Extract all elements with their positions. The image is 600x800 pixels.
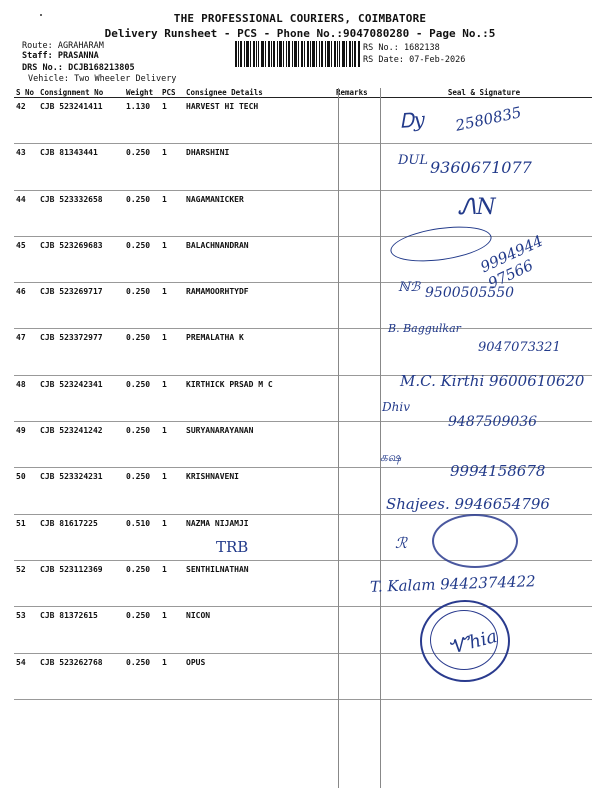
- cell-weight: 0.250: [124, 283, 160, 329]
- col-pcs: PCS: [160, 88, 184, 98]
- cell-sno: 42: [14, 98, 38, 144]
- cell-remarks: [334, 560, 376, 606]
- cell-consignee: SURYANARAYANAN: [184, 422, 334, 468]
- cell-remarks: [334, 514, 376, 560]
- cell-signature: [376, 607, 592, 653]
- company-title: THE PROFESSIONAL COURIERS, COIMBATORE: [173, 12, 427, 25]
- cell-remarks: [334, 144, 376, 190]
- cell-sno: 51: [14, 514, 38, 560]
- col-consignment: Consignment No: [38, 88, 124, 98]
- rs-no-value: 1682138: [403, 43, 440, 53]
- table-row: [14, 607, 592, 653]
- drs-label: DRS No.:: [22, 63, 63, 73]
- vehicle-label: Vehicle:: [28, 74, 69, 84]
- cell-signature: [376, 468, 592, 514]
- cell-consignee: NAZMA NIJAMJI: [184, 514, 334, 560]
- signature-row52: ℛ: [395, 534, 407, 552]
- runsheet-table: [14, 88, 592, 700]
- cell-consignee: KIRTHICK PRSAD M C: [184, 375, 334, 421]
- col-consignee: Consignee Details: [184, 88, 334, 98]
- table-row: [14, 468, 592, 514]
- cell-consignment: CJB 523242341: [38, 375, 124, 421]
- cell-consignee: NICON: [184, 607, 334, 653]
- cell-sno: 48: [14, 375, 38, 421]
- rs-date-label: RS Date:: [363, 55, 404, 65]
- rs-no-label: RS No.:: [363, 43, 399, 53]
- signature-row46: ℕℬ: [398, 280, 421, 295]
- handwriting-row48: M.C. Kirthi 9600610620: [400, 372, 585, 390]
- handwriting-row51: Shajees. 9946654796: [386, 495, 550, 513]
- cell-consignment: CJB 523324231: [38, 468, 124, 514]
- cell-pcs: 1: [160, 422, 184, 468]
- table-row: [14, 375, 592, 421]
- cell-remarks: [334, 468, 376, 514]
- cell-consignment: CJB 81343441: [38, 144, 124, 190]
- cell-sno: 53: [14, 607, 38, 653]
- col-remarks: Remarks: [334, 88, 376, 98]
- cell-weight: 0.250: [124, 422, 160, 468]
- cell-weight: 0.250: [124, 607, 160, 653]
- cell-consignee: NAGAMANICKER: [184, 190, 334, 236]
- cell-consignment: CJB 523332658: [38, 190, 124, 236]
- table-row: [14, 236, 592, 282]
- handwriting-row49: 9487509036: [448, 414, 538, 430]
- rs-date-value: 07-Feb-2026: [409, 55, 466, 65]
- cell-signature: [376, 144, 592, 190]
- cell-weight: 0.250: [124, 236, 160, 282]
- cell-sno: 44: [14, 190, 38, 236]
- cell-consignee: PREMALATHA K: [184, 329, 334, 375]
- cell-pcs: 1: [160, 283, 184, 329]
- cell-sno: 50: [14, 468, 38, 514]
- vehicle-line: [28, 74, 176, 84]
- cell-weight: 1.130: [124, 98, 160, 144]
- cell-remarks: [334, 375, 376, 421]
- cell-weight: 0.250: [124, 653, 160, 699]
- col-weight: Weight: [124, 88, 160, 98]
- handwriting-row53: T. Kalam 9442374422: [369, 572, 536, 596]
- handwriting-row43-phone: 9360671077: [430, 158, 532, 177]
- table-row: [14, 283, 592, 329]
- handwriting-row46: 9500505550: [425, 285, 515, 301]
- route-line: [22, 41, 104, 51]
- cell-remarks: [334, 422, 376, 468]
- cell-pcs: 1: [160, 98, 184, 144]
- handwriting-row45: 9994944 97566: [477, 231, 546, 293]
- cell-pcs: 1: [160, 560, 184, 606]
- table-row: [14, 329, 592, 375]
- table-row: [14, 144, 592, 190]
- cell-consignment: CJB 523269717: [38, 283, 124, 329]
- handwriting-row42: 2580835: [453, 103, 523, 135]
- cell-pcs: 1: [160, 144, 184, 190]
- cell-remarks: [334, 607, 376, 653]
- drs-value: DCJB168213805: [68, 63, 135, 73]
- cell-pcs: 1: [160, 607, 184, 653]
- cell-pcs: 1: [160, 653, 184, 699]
- cell-weight: 0.510: [124, 514, 160, 560]
- signature-row49: Dhiv: [382, 400, 410, 414]
- cell-remarks: [334, 329, 376, 375]
- cell-weight: 0.250: [124, 375, 160, 421]
- cell-consignment: CJB 523262768: [38, 653, 124, 699]
- cell-consignee: KRISHNAVENI: [184, 468, 334, 514]
- table-header: [14, 88, 592, 98]
- table-row: [14, 190, 592, 236]
- rs-info: [363, 42, 465, 66]
- cell-sno: 43: [14, 144, 38, 190]
- cell-sno: 46: [14, 283, 38, 329]
- rs-no-line: [363, 42, 465, 54]
- cell-sno: 45: [14, 236, 38, 282]
- cell-signature: [376, 236, 592, 282]
- col-signature: Seal & Signature: [376, 88, 592, 98]
- cell-consignment: CJB 523269683: [38, 236, 124, 282]
- table-row: [14, 653, 592, 699]
- cell-consignment: CJB 523372977: [38, 329, 124, 375]
- vehicle-value: Two Wheeler Delivery: [74, 74, 177, 84]
- cell-signature: [376, 98, 592, 144]
- signature-row50: கஷ: [380, 450, 402, 464]
- cell-sno: 52: [14, 560, 38, 606]
- cell-weight: 0.250: [124, 468, 160, 514]
- handwriting-row52: TRB: [216, 538, 249, 556]
- table-body: [14, 98, 592, 700]
- runsheet-subtitle: Delivery Runsheet - PCS - Phone No.:9047080280 - Page No.:5: [104, 27, 496, 40]
- staff-value: PRASANNA: [57, 51, 99, 61]
- staff-line: [22, 51, 99, 61]
- cell-remarks: [334, 236, 376, 282]
- cell-signature: [376, 560, 592, 606]
- cell-remarks: [334, 190, 376, 236]
- cell-consignee: BALACHNANDRAN: [184, 236, 334, 282]
- remarks-divider: [338, 88, 339, 788]
- cell-remarks: [334, 653, 376, 699]
- cell-consignment: CJB 81372615: [38, 607, 124, 653]
- handwriting-row43-name: DUL: [398, 153, 429, 168]
- table-row: [14, 560, 592, 606]
- col-sno: S No: [14, 88, 38, 98]
- cell-weight: 0.250: [124, 190, 160, 236]
- signature-row42: Ꭰy: [399, 107, 426, 133]
- cell-signature: [376, 422, 592, 468]
- cell-pcs: 1: [160, 375, 184, 421]
- handwriting-row47-phone: 9047073321: [478, 340, 561, 355]
- table-row: [14, 98, 592, 144]
- cell-pcs: 1: [160, 514, 184, 560]
- barcode-image: [235, 41, 360, 67]
- cell-remarks: [334, 283, 376, 329]
- cell-consignment: CJB 523241242: [38, 422, 124, 468]
- signature-divider: [380, 88, 381, 788]
- cell-pcs: 1: [160, 329, 184, 375]
- drs-line: [22, 63, 135, 73]
- cell-consignee: SENTHILNATHAN: [184, 560, 334, 606]
- route-label: Route:: [22, 41, 53, 51]
- cell-signature: [376, 375, 592, 421]
- cell-consignment: CJB 523241411: [38, 98, 124, 144]
- cell-signature: [376, 514, 592, 560]
- staff-label: Staff:: [22, 51, 53, 61]
- cell-consignment: CJB 81617225: [38, 514, 124, 560]
- cell-signature: [376, 653, 592, 699]
- cell-signature: [376, 329, 592, 375]
- signature-row44: ᏁN: [458, 195, 496, 220]
- cell-consignee: OPUS: [184, 653, 334, 699]
- cell-consignee: HARVEST HI TECH: [184, 98, 334, 144]
- cell-consignment: CJB 523112369: [38, 560, 124, 606]
- cell-weight: 0.250: [124, 329, 160, 375]
- cell-pcs: 1: [160, 236, 184, 282]
- cell-pcs: 1: [160, 190, 184, 236]
- cell-consignee: DHARSHINI: [184, 144, 334, 190]
- cell-pcs: 1: [160, 468, 184, 514]
- cell-sno: 49: [14, 422, 38, 468]
- route-value: AGRAHARAM: [57, 41, 104, 51]
- table-row: [14, 422, 592, 468]
- handwriting-row50: 9994158678: [450, 462, 546, 480]
- rs-date-line: [363, 54, 465, 66]
- cell-sno: 54: [14, 653, 38, 699]
- cell-sno: 47: [14, 329, 38, 375]
- cell-weight: 0.250: [124, 560, 160, 606]
- signature-row54: Ꮙhia: [446, 625, 500, 660]
- handwriting-row47-name: B. Baggulkar: [388, 322, 461, 335]
- cell-consignee: RAMAMOORHTYDF: [184, 283, 334, 329]
- cell-remarks: [334, 98, 376, 144]
- cell-weight: 0.250: [124, 144, 160, 190]
- cell-signature: [376, 283, 592, 329]
- table-row: [14, 514, 592, 560]
- cell-signature: [376, 190, 592, 236]
